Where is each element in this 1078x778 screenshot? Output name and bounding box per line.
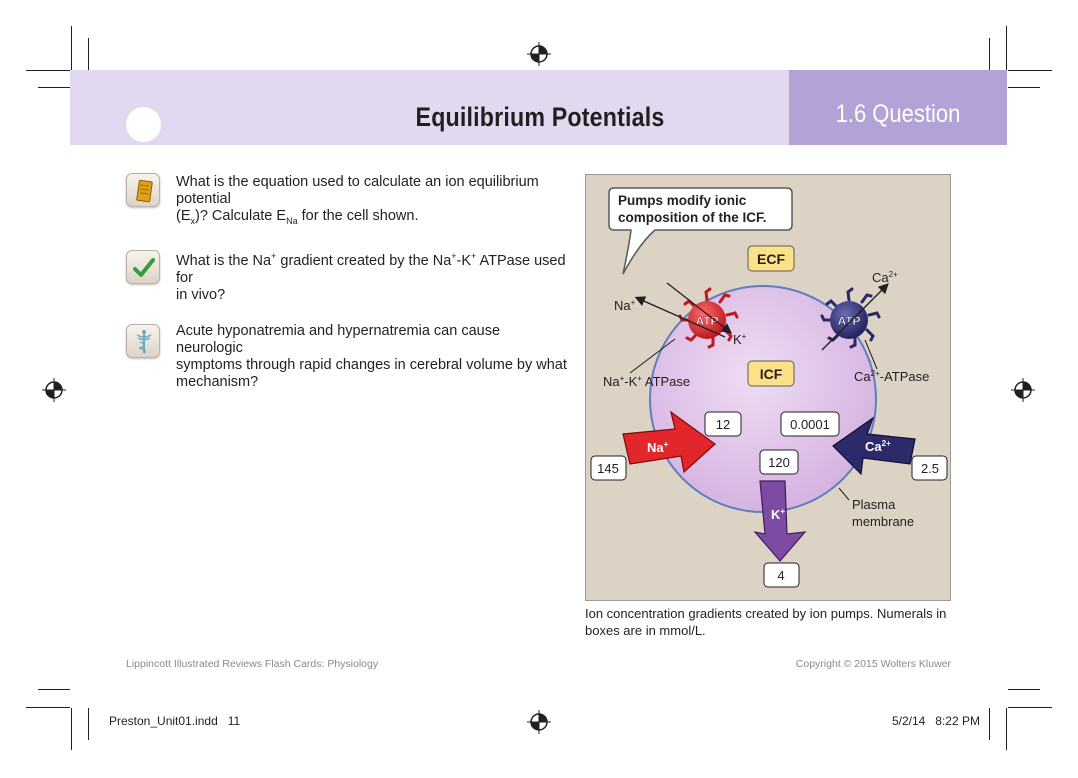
svg-text:ATP: ATP [695, 314, 719, 328]
callout-text: composition of the ICF. [618, 210, 767, 225]
callout-text: Pumps modify ionic [618, 193, 747, 208]
question-2-line: What is the Na [176, 252, 272, 269]
crop-mark [1006, 26, 1007, 70]
na-arrow-label: Na+ [647, 440, 669, 455]
registration-mark-icon [1011, 378, 1035, 402]
superscript: + [451, 251, 457, 261]
crop-mark [1008, 689, 1040, 690]
question-2-line: in vivo? [176, 286, 226, 303]
crop-mark [26, 70, 70, 71]
slug-timestamp: 5/2/14 8:22 PM [891, 714, 980, 728]
checkmark-icon [126, 250, 160, 284]
question-3-line: Acute hyponatremia and hypernatremia can cause neurologic [176, 323, 501, 356]
na-efflux-label: Na+ [614, 298, 636, 313]
k-extracellular-value: 4 [777, 568, 785, 583]
plasma-membrane-label: Plasma [852, 497, 896, 512]
crop-mark [26, 707, 70, 708]
card-label: 1.6 Question [835, 100, 961, 128]
subscript: Na [286, 215, 298, 226]
ion-pump-figure [585, 174, 951, 601]
na-k-atpase-label: Na+-K+ ATPase [603, 374, 691, 389]
header-circle [126, 107, 161, 142]
crop-mark [989, 708, 990, 740]
crop-mark [88, 708, 89, 740]
question-1-line: )? Calculate E [195, 208, 287, 224]
k-influx-label: K+ [733, 332, 747, 347]
ca-efflux-label: $Ca^{2+}$ [872, 270, 898, 285]
superscript: + [471, 251, 477, 261]
question-2-line: gradient created by the Na [276, 252, 452, 269]
question-1-line: for the cell shown. [297, 208, 419, 224]
registration-mark-icon [527, 710, 551, 734]
ecf-label: ECF [757, 251, 785, 267]
crop-mark [38, 689, 70, 690]
question-1-line: What is the equation used to calculate an ion equilibrium potential [176, 174, 539, 207]
figure-caption: Ion concentration gradients created by ion pumps. Numerals in boxes are in mmol/L. [585, 606, 947, 638]
question-2-line: ATPase used for [176, 252, 566, 286]
subscript: x [190, 215, 195, 226]
crop-mark [989, 38, 990, 70]
crop-mark [1008, 70, 1052, 71]
crop-mark [71, 26, 72, 70]
icf-label: ICF [759, 366, 783, 382]
question-3-line: mechanism? [176, 374, 259, 390]
crop-mark [71, 708, 72, 750]
notepad-icon [126, 173, 160, 207]
slug-filename: Preston_Unit01.indd 11 [109, 714, 241, 728]
crop-mark [38, 87, 70, 88]
question-3-line: symptoms through rapid changes in cerebral volume by what [176, 357, 567, 373]
caduceus-icon [126, 324, 160, 358]
svg-text:ATP: ATP [837, 314, 861, 328]
registration-mark-icon [42, 378, 66, 402]
na-intracellular-value: 12 [715, 417, 731, 432]
pointer-line [839, 488, 849, 500]
registration-mark-icon [527, 42, 551, 66]
question-1-line: (E [176, 208, 191, 224]
footer-publication: Lippincott Illustrated Reviews Flash Cards: Physiology [126, 658, 379, 670]
ca-intracellular-value: 0.0001 [790, 417, 830, 432]
page-title: Equilibrium Potentials [415, 102, 665, 132]
crop-mark [1008, 707, 1052, 708]
footer-copyright: Copyright © 2015 Wolters Kluwer [795, 658, 951, 670]
question-1 [176, 174, 568, 230]
na-extracellular-value: 145 [597, 461, 619, 476]
question-3 [176, 323, 568, 391]
crop-mark [1006, 708, 1007, 750]
crop-mark [1008, 87, 1040, 88]
superscript: + [271, 251, 277, 261]
ca-atpase-label: $Ca^{2+}$-ATPase [854, 369, 930, 384]
plasma-membrane-label: membrane [852, 514, 915, 529]
ca-arrow-label: $Ca^{2+}$ [865, 439, 891, 454]
ca-extracellular-value: 2.5 [920, 461, 940, 476]
ca-atpase-pump [822, 289, 879, 347]
k-intracellular-value: 120 [768, 455, 790, 470]
question-2 [176, 248, 568, 304]
crop-mark [88, 38, 89, 70]
question-2-line: -K [456, 252, 472, 269]
k-arrow-label: K+ [771, 507, 786, 522]
